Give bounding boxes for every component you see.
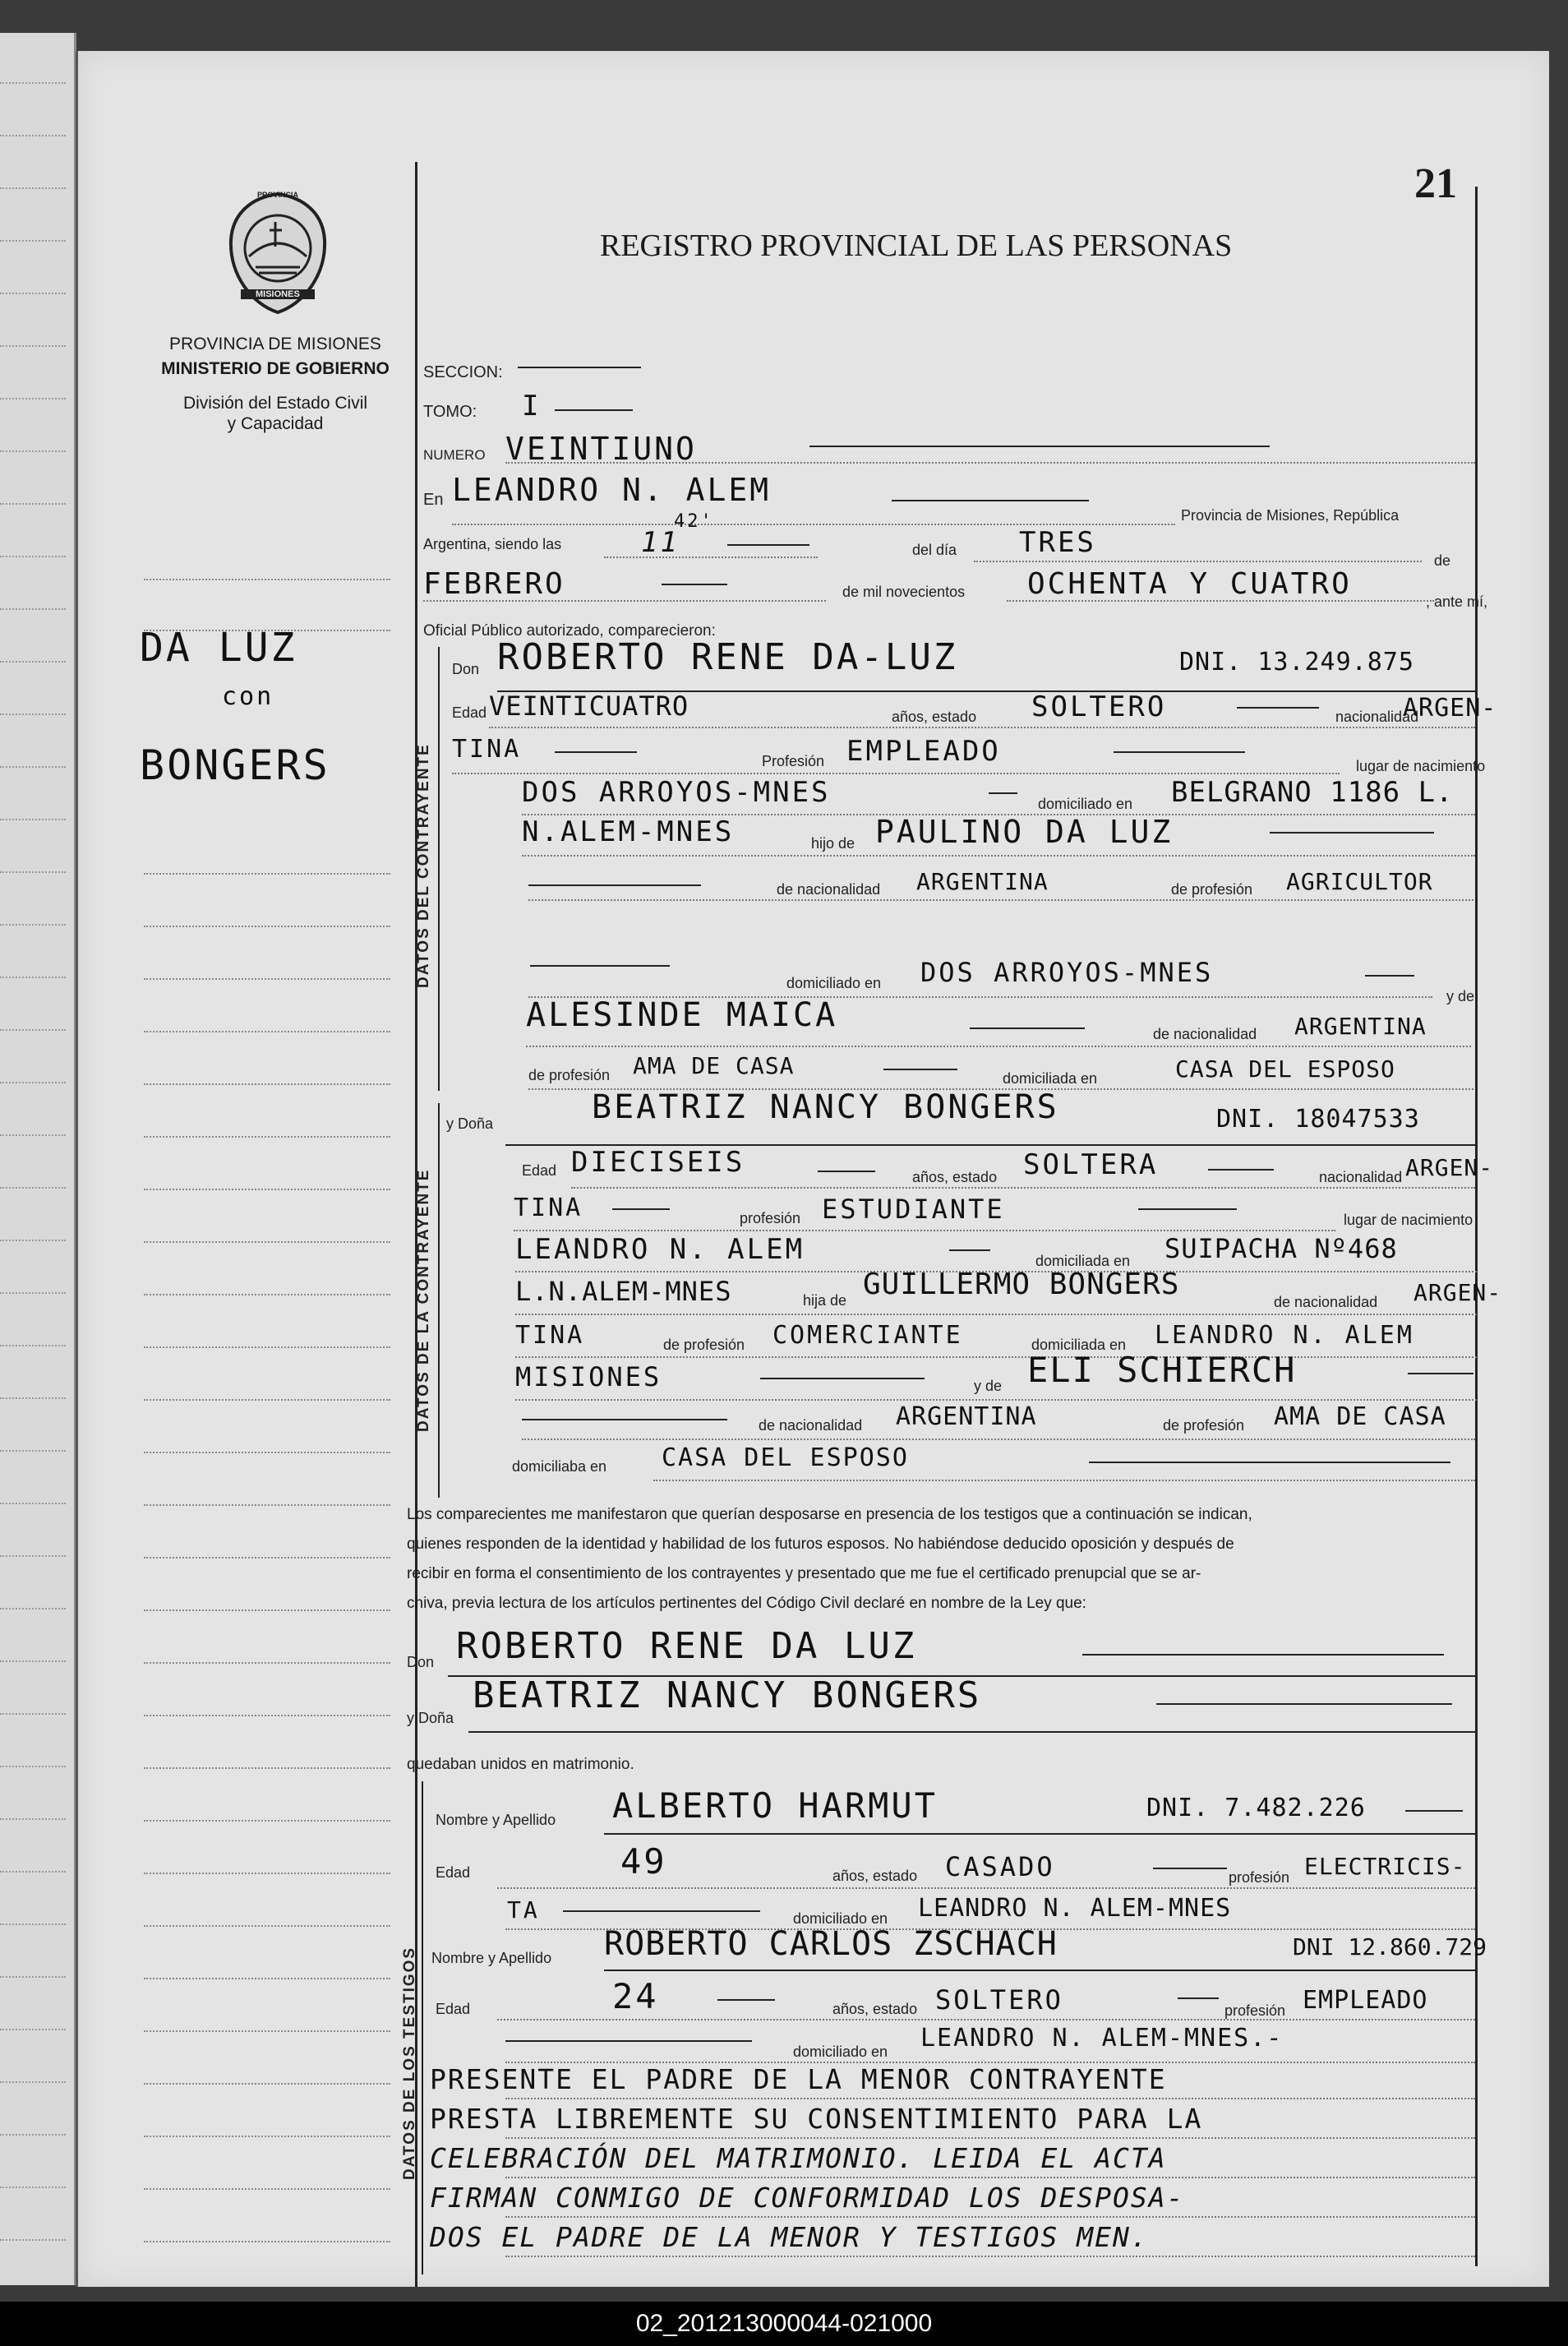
groom-padre: PAULINO DA LUZ [875, 814, 1174, 850]
bride-padre-domicilio-2: MISIONES [515, 1361, 662, 1392]
groom-padre-prof-label: de profesión [1171, 881, 1253, 898]
groom-bracket [438, 647, 440, 1091]
previous-page-line [0, 2029, 66, 2030]
bride-y-de-label: y de [974, 1378, 1003, 1394]
groom-profesion-dots [452, 773, 1340, 774]
witness-2-dom-label: domiciliado en [793, 2044, 888, 2060]
groom-anos-estado-label: años, estado [892, 709, 977, 725]
bride-lugar-line [949, 1249, 990, 1251]
notes-line-3: CELEBRACIÓN DEL MATRIMONIO. LEIDA EL ACTA [430, 2142, 1167, 2174]
groom-estado-line [1237, 707, 1319, 709]
previous-page-line [0, 608, 66, 610]
witness-1-edad: 49 [620, 1841, 667, 1882]
previous-page-line [0, 1187, 66, 1189]
bride-madre-blank-line [522, 1419, 727, 1420]
witness-1-nombre-underline [604, 1833, 1475, 1835]
union-dona-name: BEATRIZ NANCY BONGERS [473, 1674, 982, 1716]
province-name: PROVINCIA DE MISIONES [169, 335, 381, 353]
previous-page-line [0, 871, 66, 873]
groom-madre: ALESINDE MAICA [526, 996, 838, 1034]
groom-padre-nac-dots [528, 899, 1473, 901]
bride-profesion-label: profesión [740, 1210, 801, 1226]
minutos-value: 42' [674, 511, 714, 532]
bride-tina-line [612, 1208, 670, 1210]
union-don-line [1082, 1654, 1444, 1656]
previous-page-line [0, 450, 66, 452]
de-mil-label: de mil novecientos [842, 584, 966, 600]
hora-line [727, 544, 809, 546]
bride-padre-profesion: COMERCIANTE [772, 1321, 963, 1350]
previous-page-line [0, 1503, 66, 1504]
lugar-value: LEANDRO N. ALEM [452, 472, 772, 508]
bride-nacionalidad-1: ARGEN- [1405, 1154, 1494, 1181]
bride-madre-dom-label: domiciliaba en [512, 1458, 607, 1475]
previous-page-line [0, 1345, 66, 1346]
numero-value: VEINTIUNO [505, 431, 697, 467]
groom-madre-profesion: AMA DE CASA [633, 1052, 795, 1079]
previous-page-line [0, 1397, 66, 1399]
groom-profesion-label: Profesión [762, 753, 825, 769]
previous-page-line [0, 556, 66, 557]
witness-2-nombre-label: Nombre y Apellido [431, 1950, 552, 1966]
lugar-line [892, 500, 1089, 501]
legal-paragraph-line-1: Los comparecientes me manifestaron que querían desposarse en presencia de los testigos que a continuación se indican, [407, 1506, 1252, 1523]
groom-madre-nacionalidad: ARGENTINA [1294, 1013, 1427, 1040]
registry-title: REGISTRO PROVINCIAL DE LAS PERSONAS [600, 229, 1233, 263]
previous-page-line [0, 1660, 66, 1662]
bride-estado-line [1208, 1169, 1274, 1171]
previous-page-line [0, 1766, 66, 1767]
hora-value: 11 [641, 526, 680, 559]
bride-nacionalidad-2: TINA [514, 1194, 583, 1222]
provincia-label: Provincia de Misiones, República [1181, 507, 1400, 524]
bride-madre-prof-label: de profesión [1163, 1417, 1245, 1434]
bride-edad-dots [571, 1187, 1475, 1189]
bride-madre-nac-label: de nacionalidad [759, 1417, 863, 1434]
previous-page-line [0, 293, 66, 294]
groom-padre-domicilio: DOS ARROYOS-MNES [920, 957, 1214, 988]
union-dona-underline [468, 1731, 1475, 1733]
previous-page-line [0, 1976, 66, 1978]
bride-madre-dots [515, 1399, 1477, 1401]
previous-page-line [0, 924, 66, 926]
previous-page-line [0, 1608, 66, 1609]
ante-mi-label: , ante mí, [1426, 593, 1488, 610]
groom-padre-line [1270, 832, 1434, 834]
witness-2-estado-line [1178, 1997, 1219, 1999]
witness-1-edad-dots [497, 1887, 1475, 1889]
witness-1-profesion-label: profesión [1229, 1869, 1290, 1886]
bride-padre-domicilio-1: LEANDRO N. ALEM [1155, 1321, 1414, 1350]
tomo-line [555, 409, 633, 411]
groom-padre-blank-line [528, 884, 701, 886]
previous-page-line [0, 661, 66, 663]
seccion-label: SECCION: [423, 363, 503, 381]
en-label: En [423, 491, 444, 509]
previous-page-line [0, 766, 66, 768]
groom-padre-dom-blank [530, 965, 670, 967]
groom-padre-nac-label: de nacionalidad [777, 881, 881, 898]
previous-page-line [0, 2239, 66, 2241]
groom-lugar-label: lugar de nacimiento [1356, 758, 1486, 774]
bride-padre-nacionalidad-2: TINA [515, 1321, 585, 1350]
witness-2-dni: DNI 12.860.729 [1293, 1933, 1487, 1960]
lugar-dots [452, 524, 1175, 525]
witness-2-profesion-label: profesión [1224, 2002, 1286, 2019]
groom-madre-domicilio: CASA DEL ESPOSO [1175, 1055, 1395, 1083]
groom-y-de-label: y de [1446, 988, 1475, 1004]
witness-1-nombre-label: Nombre y Apellido [436, 1812, 556, 1828]
mes-value: FEBRERO [423, 567, 565, 601]
previous-page-line [0, 503, 66, 505]
groom-estado: SOLTERO [1031, 690, 1167, 723]
previous-page-edge [0, 33, 76, 2285]
mes-dots [423, 600, 826, 602]
previous-page-line [0, 398, 66, 399]
bride-padre-dom-label: domiciliada en [1031, 1337, 1127, 1353]
groom-domiciliado-label: domiciliado en [1038, 796, 1133, 812]
bride-padre-prof-label: de profesión [663, 1337, 745, 1353]
argentina-siendo-label: Argentina, siendo las [423, 536, 562, 552]
bride-section-label: DATOS DE LA CONTRAYENTE [415, 1168, 432, 1432]
bride-estado: SOLTERA [1023, 1148, 1159, 1181]
bride-domicilio-2: L.N.ALEM-MNES [515, 1276, 732, 1307]
previous-page-line [0, 977, 66, 978]
union-dona-label: y Doña [407, 1710, 454, 1726]
groom-madre-dots [526, 1046, 1471, 1047]
anio-value: OCHENTA Y CUATRO [1027, 567, 1352, 601]
bride-edad: DIECISEIS [571, 1146, 745, 1179]
groom-lugar-nacimiento: DOS ARROYOS-MNES [522, 776, 831, 809]
image-id-footer: 02_201213000044-021000 [0, 2302, 1568, 2346]
groom-nacionalidad-label: nacionalidad [1335, 709, 1419, 725]
groom-dni: DNI. 13.249.875 [1179, 648, 1414, 677]
bride-padre-prof-dots [515, 1356, 1477, 1358]
previous-page-line [0, 2187, 66, 2188]
groom-madre-nac-label: de nacionalidad [1153, 1026, 1257, 1042]
witness-2-edad-label: Edad [436, 2001, 471, 2017]
quedaban-text: quedaban unidos en matrimonio. [407, 1756, 634, 1773]
witness-1-profesion-2: TA [507, 1896, 540, 1923]
groom-madre-prof-line [883, 1069, 957, 1070]
bride-profesion: ESTUDIANTE [822, 1194, 1005, 1225]
union-dona-line [1156, 1703, 1452, 1705]
previous-page-line [0, 2081, 66, 2083]
groom-padre-dots [522, 855, 1475, 857]
groom-don-label: Don [452, 661, 480, 677]
witness-1-domicilio: LEANDRO N. ALEM-MNES [918, 1894, 1232, 1923]
dia-dots [974, 561, 1422, 562]
bride-madre-profesion: AMA DE CASA [1274, 1402, 1446, 1431]
de-label-1: de [1434, 552, 1451, 569]
previous-page-line [0, 240, 66, 242]
witness-1-profesion-1: ELECTRICIS- [1304, 1853, 1466, 1880]
bride-hija-label: hija de [803, 1292, 847, 1309]
bride-name: BEATRIZ NANCY BONGERS [592, 1088, 1059, 1126]
seal-top-text: PROVINCIA [257, 191, 299, 199]
previous-page-line [0, 135, 66, 136]
bride-padre-dots [515, 1314, 1477, 1315]
notes-dots-3 [505, 2177, 1475, 2178]
bride-padre-dom-line [760, 1378, 925, 1379]
bride-nacionalidad-label: nacionalidad [1319, 1169, 1403, 1185]
groom-madre-prof-label: de profesión [528, 1067, 611, 1083]
previous-page-line [0, 1871, 66, 1873]
groom-madre-dom-label: domiciliada en [1003, 1070, 1098, 1087]
province-seal [224, 189, 331, 316]
bride-madre-nacionalidad: ARGENTINA [896, 1402, 1037, 1431]
mes-line [662, 584, 727, 585]
witness-1-estado: CASADO [945, 1851, 1055, 1882]
groom-hijo-label: hijo de [811, 835, 855, 852]
legal-paragraph-line-3: recibir en forma el consentimiento de los contrayentes y presentado que me fue el certificado prenupcial que se ar- [407, 1565, 1201, 1582]
bride-domicilio-1: SUIPACHA Nº468 [1164, 1233, 1398, 1264]
witness-section-label: DATOS DE LOS TESTIGOS [401, 1946, 418, 2180]
dia-value: TRES [1019, 526, 1096, 559]
previous-page-line [0, 2134, 66, 2136]
bride-profesion-line [1138, 1208, 1237, 1210]
previous-page-line [0, 345, 66, 347]
witness-1-estado-line [1153, 1868, 1227, 1869]
witness-1-dom-label: domiciliado en [793, 1910, 888, 1927]
union-don-label: Don [407, 1654, 435, 1670]
bride-lugar-nacimiento: LEANDRO N. ALEM [515, 1233, 805, 1266]
bride-padre: GUILLERMO BONGERS [863, 1268, 1180, 1301]
margin-note-con: con [222, 682, 274, 711]
groom-nacionalidad-1: ARGEN- [1403, 694, 1497, 723]
page-number: 21 [1414, 160, 1457, 207]
notes-dots-2 [505, 2137, 1475, 2139]
witness-1-dni: DNI. 7.482.226 [1146, 1794, 1366, 1822]
notes-dots-4 [505, 2216, 1475, 2218]
bride-edad-label: Edad [522, 1162, 557, 1179]
groom-tina-line [555, 751, 637, 753]
bride-padre-nacionalidad-1: ARGEN- [1414, 1279, 1502, 1306]
bride-bracket [438, 1103, 440, 1498]
groom-madre-line [970, 1028, 1085, 1029]
legal-paragraph-line-2: quienes responden de la identidad y habilidad de los futuros esposos. No habiéndose deducido oposición y después de [407, 1536, 1234, 1553]
witness-2-edad-dots [497, 2019, 1475, 2020]
previous-page-line [0, 187, 66, 189]
groom-edad: VEINTICUATRO [489, 690, 689, 722]
notes-line-4: FIRMAN CONMIGO DE CONFORMIDAD LOS DESPOSA- [430, 2182, 1185, 2214]
groom-padre-profesion: AGRICULTOR [1286, 868, 1433, 895]
previous-page-line [0, 82, 66, 84]
document-page [76, 51, 1549, 2287]
previous-page-line [0, 1713, 66, 1715]
witness-2-anos-estado-label: años, estado [832, 2001, 918, 2017]
witness-1-nombre: ALBERTO HARMUT [612, 1785, 938, 1826]
notes-dots-1 [505, 2098, 1475, 2099]
groom-profesion-line [1114, 751, 1245, 753]
bride-madre-nac-dots [522, 1439, 1475, 1440]
bride-dona-label: y Doña [446, 1115, 494, 1132]
margin-note-surname-1: DA LUZ [140, 625, 297, 671]
legal-paragraph-line-4: chiva, previa lectura de los artículos pertinentes del Código Civil declaré en nombre de la Ley que: [407, 1595, 1086, 1612]
tomo-label: TOMO: [423, 403, 477, 421]
del-dia-label: del día [912, 542, 957, 558]
groom-profesion: EMPLEADO [846, 735, 1001, 768]
previous-page-line [0, 1555, 66, 1557]
notes-line-5: DOS EL PADRE DE LA MENOR Y TESTIGOS MEN. [430, 2221, 1149, 2253]
previous-page-line [0, 1134, 66, 1136]
witness-1-anos-estado-label: años, estado [832, 1868, 918, 1884]
groom-domicilio-1: BELGRANO 1186 L. [1171, 776, 1454, 809]
groom-padre-dom-line [1365, 975, 1414, 977]
bride-madre: ELI SCHIERCH [1027, 1350, 1297, 1390]
anio-dots [1007, 600, 1434, 602]
groom-lugar-line [989, 792, 1017, 794]
previous-page-line [0, 1450, 66, 1452]
witness-1-edad-label: Edad [436, 1864, 471, 1881]
bride-madre-dom-dots [653, 1480, 1475, 1481]
division-line-2: y Capacidad [227, 414, 324, 433]
previous-page-line [0, 1240, 66, 1241]
witness-2-profesion: EMPLEADO [1303, 1986, 1428, 2015]
previous-page-line [0, 819, 66, 820]
bride-lugar-label: lugar de nacimiento [1344, 1212, 1473, 1228]
previous-page-line [0, 1818, 66, 1820]
bride-edad-line [818, 1171, 875, 1172]
previous-page-line [0, 1292, 66, 1294]
bride-profesion-dots [514, 1230, 1335, 1231]
witness-1-ta-line [563, 1910, 760, 1912]
numero-dots [505, 462, 1475, 464]
oficial-label: Oficial Público autorizado, comparecieron: [423, 622, 716, 640]
hora-dots [604, 556, 818, 558]
groom-domicilio-2: N.ALEM-MNES [522, 815, 735, 848]
witness-2-edad: 24 [612, 1976, 659, 2016]
groom-padre-nacionalidad: ARGENTINA [916, 868, 1049, 895]
bride-madre-domicilio: CASA DEL ESPOSO [662, 1443, 909, 1472]
groom-name: ROBERTO RENE DA-LUZ [497, 636, 958, 678]
groom-padre-dom-label: domiciliado en [786, 975, 882, 991]
ministry-name: MINISTERIO DE GOBIERNO [161, 359, 390, 378]
seccion-line [518, 367, 641, 368]
witness-2-nombre: ROBERTO CARLOS ZSCHACH [604, 1925, 1058, 1963]
notes-dots-5 [505, 2256, 1475, 2257]
bride-madre-dom-line [1089, 1462, 1450, 1463]
groom-edad-dots [489, 727, 1475, 728]
seal-bottom-text: MISIONES [256, 289, 300, 299]
witness-2-edad-line [717, 1999, 775, 2001]
bride-domiciliada-label: domiciliada en [1035, 1253, 1131, 1269]
witness-2-nombre-underline [604, 1970, 1475, 1971]
notes-line-1: PRESENTE EL PADRE DE LA MENOR CONTRAYENTE [430, 2063, 1167, 2095]
groom-nacionalidad-2: TINA [452, 735, 522, 764]
previous-page-line [0, 713, 66, 715]
witness-2-blank-line [505, 2040, 752, 2042]
groom-section-label: DATOS DEL CONTRAYENTE [415, 743, 432, 988]
margin-note-surname-2: BONGERS [140, 741, 330, 789]
notes-line-2: PRESTA LIBREMENTE SU CONSENTIMIENTO PARA LA [430, 2103, 1203, 2135]
previous-page-line [0, 1923, 66, 1925]
witness-2-domicilio: LEANDRO N. ALEM-MNES.- [920, 2024, 1284, 2053]
previous-page-line [0, 1082, 66, 1083]
witness-bracket [422, 1781, 423, 2274]
previous-page-line [0, 1029, 66, 1031]
bride-anos-estado-label: años, estado [912, 1169, 998, 1185]
groom-edad-label: Edad [452, 704, 487, 721]
witness-2-estado: SOLTERO [935, 1984, 1063, 2016]
division-line-1: División del Estado Civil [182, 394, 368, 413]
numero-label: NUMERO [423, 447, 486, 463]
witness-1-nombre-line [1405, 1810, 1463, 1812]
union-don-name: ROBERTO RENE DA LUZ [456, 1625, 917, 1667]
bride-padre-nac-label: de nacionalidad [1274, 1294, 1378, 1310]
bride-dni: DNI. 18047533 [1216, 1105, 1420, 1134]
bride-madre-line [1408, 1373, 1473, 1374]
numero-line [809, 446, 1270, 447]
tomo-value: I [522, 390, 542, 423]
